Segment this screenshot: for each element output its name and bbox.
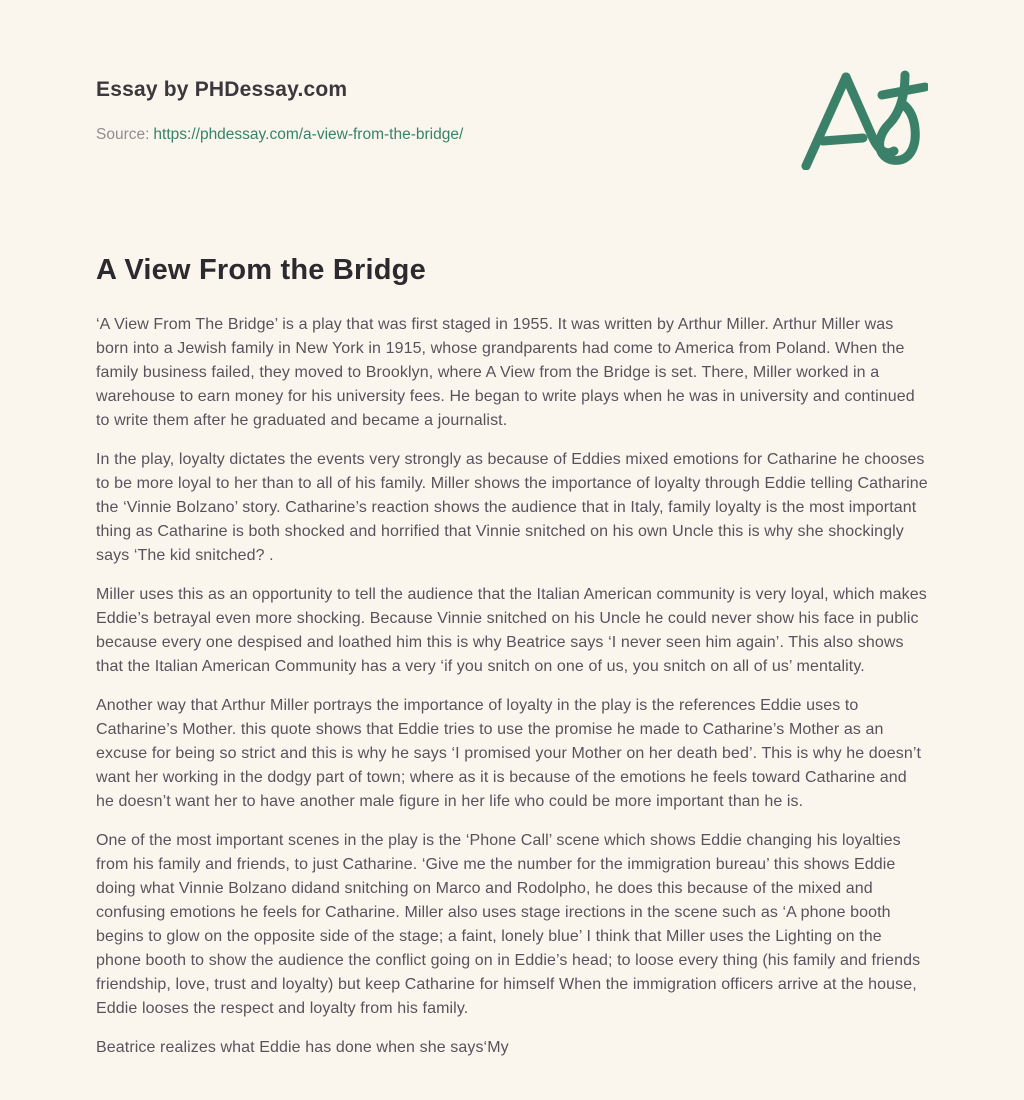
essay-paragraph: Another way that Arthur Miller portrays the importance of loyalty in the play is the references Eddie uses to Catharine’s Mother. this quote shows that Eddie tries to use the promise he made to Catharine’s Mother as an excuse for being so strict and this is why he says ‘I promised your Mother on her death bed’. This is why he doesn’t want her working in the dodgy part of town; where as it is because of the emotions he feels toward Catharine and he doesn’t want her to have another male figure in her life who could be more important than he is. bbox=[96, 697, 922, 810]
essay-title: A View From the Bridge bbox=[96, 254, 426, 286]
source-link[interactable]: https://phdessay.com/a-view-from-the-bridge/ bbox=[153, 126, 464, 143]
source-line bbox=[96, 126, 463, 144]
essay-paragraph: Beatrice realizes what Eddie has done when she says‘My bbox=[96, 1039, 509, 1056]
page-header bbox=[96, 78, 928, 170]
a-plus-logo-icon bbox=[796, 68, 928, 170]
essay-paragraph: Miller uses this as an opportunity to tell the audience that the Italian American community is very loyal, which makes Eddie’s betrayal even more shocking. Because Vinnie snitched on his Uncle he could never show his face in public because every one despised and loathed him this is why Beatrice says ‘I never seen him again’. This also shows that the Italian American Community has a very ‘if you snitch on one of us, you snitch on all of us’ mentality. bbox=[96, 586, 927, 675]
essay-paragraph: In the play, loyalty dictates the events very strongly as because of Eddies mixed emotions for Catharine he chooses to be more loyal to her than to all of his family. Miller shows the importance of loyalty through Eddie telling Catharine the ‘Vinnie Bolzano’ story. Catharine’s reaction shows the audience that in Italy, family loyalty is the most important thing as Catharine is both shocked and horrified that Vinnie snitched on his own Uncle this is why she shockingly says ‘The kid snitched? . bbox=[96, 451, 928, 564]
essay-body bbox=[96, 313, 928, 1060]
header-text-block bbox=[96, 78, 463, 144]
header-title: Essay by PHDessay.com bbox=[96, 78, 348, 101]
essay-paragraph: ‘A View From The Bridge’ is a play that was first staged in 1955. It was written by Arthur Miller. Arthur Miller was born into a Jewish family in New York in 1915, whose grandparents had come to America from Poland. When the family business failed, they moved to Brooklyn, where A View from the Bridge is set. There, Miller worked in a warehouse to earn money for his university fees. He began to write plays when he was in university and continued to write them after he graduated and became a journalist. bbox=[96, 316, 915, 429]
source-label: Source: bbox=[96, 126, 150, 143]
essay-paragraph: One of the most important scenes in the play is the ‘Phone Call’ scene which shows Eddie changing his loyalties from his family and friends, to just Catharine. ‘Give me the number for the immigration bureau’ this shows Eddie doing what Vinnie Bolzano didand snitching on Marco and Rodolpho, he does this because of the mixed and confusing emotions he feels for Catharine. Miller also uses stage irections in the scene such as ‘A phone booth begins to glow on the opposite side of the stage; a faint, lonely blue’ I think that Miller uses the Lighting on the phone booth to show the audience the conflict going on in Eddie’s head; to loose every thing (his family and friends friendship, love, trust and loyalty) but keep Catharine for himself When the immigration officers arrive at the house, Eddie looses the respect and loyalty from his family. bbox=[96, 832, 921, 1017]
